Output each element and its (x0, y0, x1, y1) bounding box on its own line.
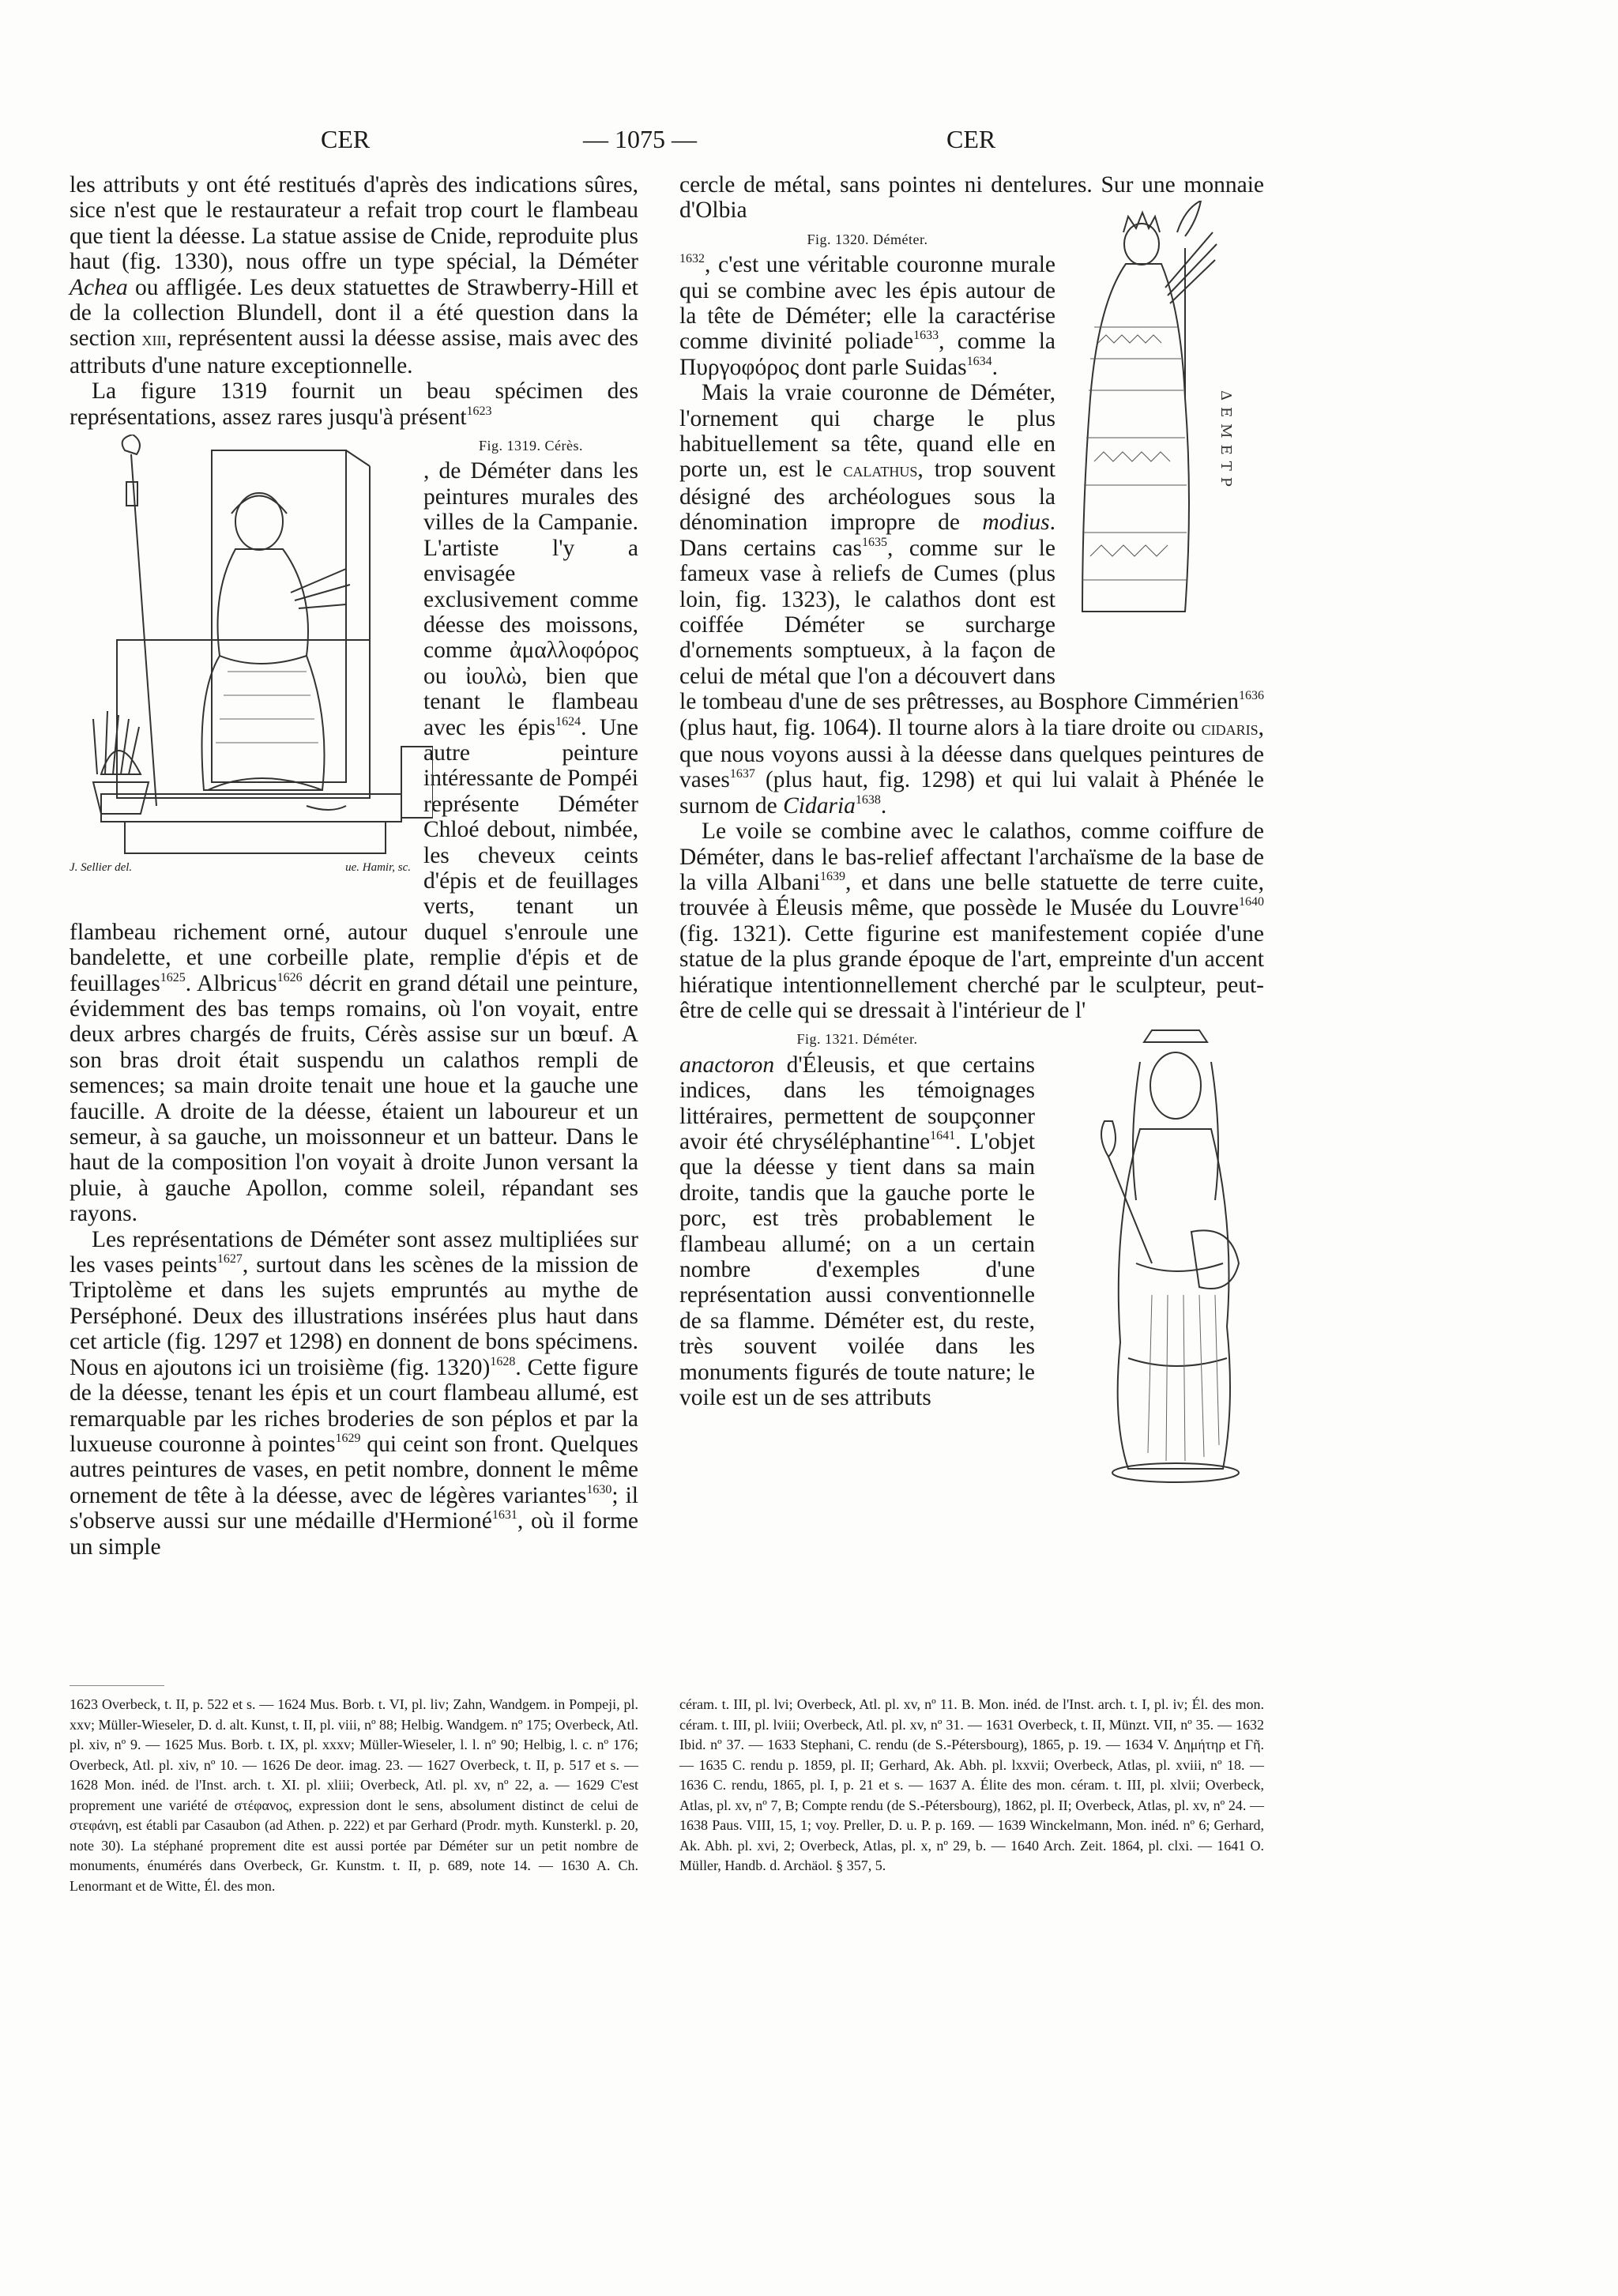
figure-1319 (47, 435, 411, 909)
footnotes-left: 1623 Overbeck, t. II, p. 522 et s. — 1624 Mus. Borb. t. VI, pl. liv; Zahn, Wandgem. in Pompeji, pl. xxv; Müller-Wieseler, D. d. alt. Kunst, t. II, pl. viii, nº 88; Helbig. Wandgem. nº 175; Overbeck, Atl. pl. xiv, nº 9. — 1625 Mus. Borb. t. IX, pl. xxxv; Müller-Wieseler, l. l. nº 90; Helbig, l. c. nº 176; Overbeck, Atl. pl. xiv, nº 10. — 1626 De deor. imag. 23. — 1627 Overbeck, t. II, p. 517 et s. — 1628 Mon. inéd. de l'Inst. arch. t. XI. pl. xliii; Overbeck, Atl. pl. xv, nº 22, a. — 1629 C'est proprement une variété de στέφανος, expression dont le sens, absolument distinct de celui de στεφάνη, est établi par Casaubon (ad Athen. p. 222) et par Gerhard (Prodr. myth. Kunsterkl. p. 20, note 30). La stéphané proprement dite est aussi portée par Déméter sur un petit nombre de monuments, énumérés dans Overbeck, Gr. Kunstm. t. II, p. 689, note 14. — 1630 A. Ch. Lenormant et de Witte, Él. des mon. (70, 1696, 638, 1894)
left-column: les attributs y ont été restitués d'après des indications sûres, sice n'est que le restaurateur a refait trop court le flambeau que tient la déesse. La statue assise de Cnide, reproduite plus haut (fig. 1330), nous offre un type spécial, la Déméter Achea ou affligée. Les deux statuettes de Strawberry-Hill et de la collection Blundell, dont il a été question dans la section xiii, représentent aussi la déesse assise, mais avec des attributs d'une nature exceptionnelle. La figure 1319 fournit un beau spécimen des représentations, assez rares jusqu'à présent$^{1623}$ J. Sellier del. ue. Hamir, sc. Fig. 1319. Cérès. , de Déméter dans les peintures murales des villes de la Campanie. L'artiste l'y a envisagée exclusivement comme déesse des moissons, comme ἀμαλλοφόρος ou ἰουλὼ, bien que tenant le flambeau avec les épis$^{1624}$. Une autre peinture intéressante de Pompéi représente Déméter Chloé debout, nimbée, les cheveux ceints d'épis et de feuillages verts, tenant un flambeau richement orné, autour duquel s'enroule une bandelette, et une corbeille plate, remplie d'épis et de feuillages$^{1625}$. Albricus$^{1626}$ décrit en grand détail une peinture, évidemment des bas temps romains, où l'on voyait, entre deux arbres chargés de fruits, Cérès assise sur un bœuf. A son bras droit était suspendu un calathos rempli de semences; sa main droite tenait une houe et la gauche une faucille. A droite de la déesse, étaient un laboureur et un semeur, à sa gauche, un moissonneur et un batteur. Dans le haut de la composition l'on voyait à droite Junon versant la pluie, à gauche Apollon, comme soleil, répandant ses rayons. Les représentations de Déméter sont assez multipliées sur les vases peints$^{1627}$, surtout dans les scènes de la mission de Triptolème et dans les sujets empruntés au mythe de Perséphoné. Deux des illustrations insérées plus haut dans cet article (fig. 1297 et 1298) en donnent de bons spécimens. Nous en ajoutons ici un troisième (fig. 1320)$^{1628}$. Cette figure de la déesse, tenant les épis et un court flambeau allumé, est remarquable par les riches broderies de son péplos et par la luxueuse couronne à pointes$^{1629}$ qui ceint son front. Quelques autres peintures de vases, en petit nombre, donnent le même ornement de tête à la déesse, avec de légères variantes$^{1630}$; il s'observe aussi sur une médaille d'Hermioné$^{1631}$, où il forme un simple (70, 172, 638, 1560)
figure-1321 (1043, 1026, 1264, 1524)
running-head (70, 125, 1270, 164)
figure-1320 (1067, 201, 1264, 675)
ceres-illustration (70, 435, 433, 877)
header-right: CER (946, 125, 996, 153)
paragraph: Les représentations de Déméter sont assez multipliées sur les vases peints$^{1627}$, surtout dans les scènes de la mission de Triptolème et dans les sujets empruntés au mythe de Perséphoné. Deux des illustrations insérées plus haut dans cet article (fig. 1297 et 1298) en donnent de bons spécimens. Nous en ajoutons ici un troisième (fig. 1320)$^{1628}$. Cette figure de la déesse, tenant les épis et un court flambeau allumé, est remarquable par les riches broderies de son péplos et par la luxueuse couronne à pointes$^{1629}$ qui ceint son front. Quelques autres peintures de vases, en petit nombre, donnent le même ornement de tête à la déesse, avec de légères variantes$^{1630}$; il s'observe aussi sur une médaille d'Hermioné$^{1631}$, où il forme un simple (70, 1226, 638, 1560)
paragraph: Le voile se combine avec le calathos, comme coiffure de Déméter, dans le bas-relief affectant l'archaïsme de la base de la villa Albani$^{1639}$, et dans une belle statuette de terre cuite, trouvée à Éleusis même, que possède le Musée du Louvre$^{1640}$ (fig. 1321). Cette figurine est manifestement copiée d'une statue de la plus grande époque de l'art, empreinte d'un accent hiératique intentionnellement cherché par le sculpteur, peut-être de celle qui se dressait à l'intérieur de l' (679, 819, 1264, 1023)
figure-caption: Fig. 1321. Déméter. (796, 1031, 918, 1048)
right-column: cercle de métal, sans pointes ni dentelures. Sur une monnaie d'Olbia ΔΕΜΕΤΡ Fig. 1320. Déméter. $^{1632}$, c'est une véritable couronne murale qui se combine avec les épis autour de la tête de Déméter; elle la caractérise comme divinité poliade$^{1633}$, comme la Πυργοφόρος dont parle Suidas$^{1634}$. Mais la vraie couronne de Déméter, l'ornement qui charge le plus habituellement sa tête, quand elle en porte un, est le calathus, trop souvent désigné des archéologues sous la dénomination impropre de modius. Dans certains cas$^{1635}$, comme sur le fameux vase à reliefs de Cumes (plus loin, fig. 1323), le calathos dont est coiffée Déméter se surcharge d'ornements somptueux, à la façon de celui de métal que l'on a découvert dans le tombeau d'une de ses prêtresses, au Bosphore Cimmérien$^{1636}$ (plus haut, fig. 1064). Il tourne alors à la tiare droite ou cidaris, que nous voyons aussi à la déesse dans quelques peintures de vases$^{1637}$ (plus haut, fig. 1298) et qui lui valait à Phénée le surnom de Cidaria$^{1638}$. Le voile se combine avec le calathos, comme coiffure de Déméter, dans le bas-relief affectant l'archaïsme de la base de la villa Albani$^{1639}$, et dans une belle statuette de terre cuite, trouvée à Éleusis même, que possède le Musée du Louvre$^{1640}$ (fig. 1321). Cette figurine est manifestement copiée d'une statue de la plus grande époque de l'art, empreinte d'un accent hiératique intentionnellement cherché par le sculpteur, peut-être de celle qui se dressait à l'intérieur de l' Fig. 1321. Déméter. anactoron d'Éleusis, et que certains indices, dans les témoignages littéraires, permettent de soupçonner avoir été chryséléphantine$^{1641}$. L'objet que la déesse y tient dans sa main droite, tandis que la gauche porte le porc, est très probablement le flambeau allumé; on a un certain nombre d'exemples d'une représentation aussi conventionnelle de sa flamme. Déméter est, du reste, très souvent voilée dans les monuments figurés de toute nature; le voile est un de ses attributs (679, 172, 1264, 1527)
engraver-signature-right: ue. Hamir, sc. (345, 860, 411, 874)
engraver-signature-left: J. Sellier del. (70, 860, 133, 874)
vase-inscription: ΔΕΜΕΤΡ (1217, 390, 1234, 494)
demeter-vase-illustration (1067, 201, 1264, 643)
demeter-statuette-illustration (1065, 1026, 1286, 1492)
footnote-rule-left (70, 1685, 164, 1686)
figure-caption: Fig. 1320. Déméter. (807, 231, 928, 247)
paragraph: les attributs y ont été restitués d'après des indications sûres, sice n'est que le restaurateur a refait trop court le flambeau que tient la déesse. La statue assise de Cnide, reproduite plus haut (fig. 1330), nous offre un type spécial, la Déméter Achea ou affligée. Les deux statuettes de Strawberry-Hill et de la collection Blundell, dont il a été question dans la section xiii, représentent aussi la déesse assise, mais avec des attributs d'une nature exceptionnelle. (70, 172, 638, 378)
page-number: — 1075 — (583, 125, 697, 153)
header-left: CER (321, 125, 371, 153)
paragraph: Mais la vraie couronne de Déméter, l'ornement qui charge le plus habituellement sa tête, quand elle en porte un, est le calathus, trop souvent désigné des archéologues sous la dénomination impropre de modius. Dans certains cas$^{1635}$, comme sur le fameux vase à reliefs de Cumes (plus loin, fig. 1323), le calathos dont est coiffée Déméter se surcharge d'ornements somptueux, à la façon de celui de métal que l'on a découvert dans le tombeau d'une de ses prêtresses, au Bosphore Cimmérien$^{1636}$ (plus haut, fig. 1064). Il tourne alors à la tiare droite ou cidaris, que nous voyons aussi à la déesse dans quelques peintures de vases$^{1637}$ (plus haut, fig. 1298) et qui lui valait à Phénée le surnom de Cidaria$^{1638}$. (679, 380, 1264, 819)
figure-caption: Fig. 1319. Cérès. (479, 438, 583, 454)
paragraph: cercle de métal, sans pointes ni dentelures. Sur une monnaie d'Olbia ΔΕΜΕΤΡ (679, 172, 1264, 224)
paragraph: La figure 1319 fournit un beau spécimen des représentations, assez rares jusqu'à présent$^{1623}$ J. Sellier del. ue. Hamir, sc. (70, 378, 638, 430)
footnotes-right: céram. t. III, pl. lvi; Overbeck, Atl. pl. xv, nº 11. B. Mon. inéd. de l'Inst. arch. t. I, pl. iv; Él. des mon. céram. t. III, pl. lviii; Overbeck, Atl. pl. xv, nº 31. — 1631 Overbeck, t. II, Münzt. VII, nº 35. — 1632 Ibid. nº 37. — 1633 Stephani, C. rendu (de S.-Pétersbourg), 1865, p. 19. — 1634 V. Δημήτηρ et Γῆ. — 1635 C. rendu p. 1859, pl. II; Gerhard, Ak. Abh. pl. lxxvii; Overbeck, Atlas, pl. xviii, nº 18. — 1636 C. rendu, 1865, pl. I, p. 21 et s. — 1637 A. Élite des mon. céram. t. III, pl. xlvii; Overbeck, Atlas, pl. xv, nº 7, B; Compte rendu (de S.-Pétersbourg), 1862, pl. II; Overbeck, Atlas, pl. xv, nº 24. — 1638 Paus. VIII, 15, 1; voy. Preller, D. u. P. p. 169. — 1639 Winckelmann, Mon. inéd. nº 6; Gerhard, Ak. Abh. pl. xvi, 2; Overbeck, Atlas, pl. x, nº 29, b. — 1640 Arch. Zeit. 1864, pl. clxi. — 1641 O. Müller, Handb. d. Archäol. § 357, 5. (679, 1696, 1264, 1873)
